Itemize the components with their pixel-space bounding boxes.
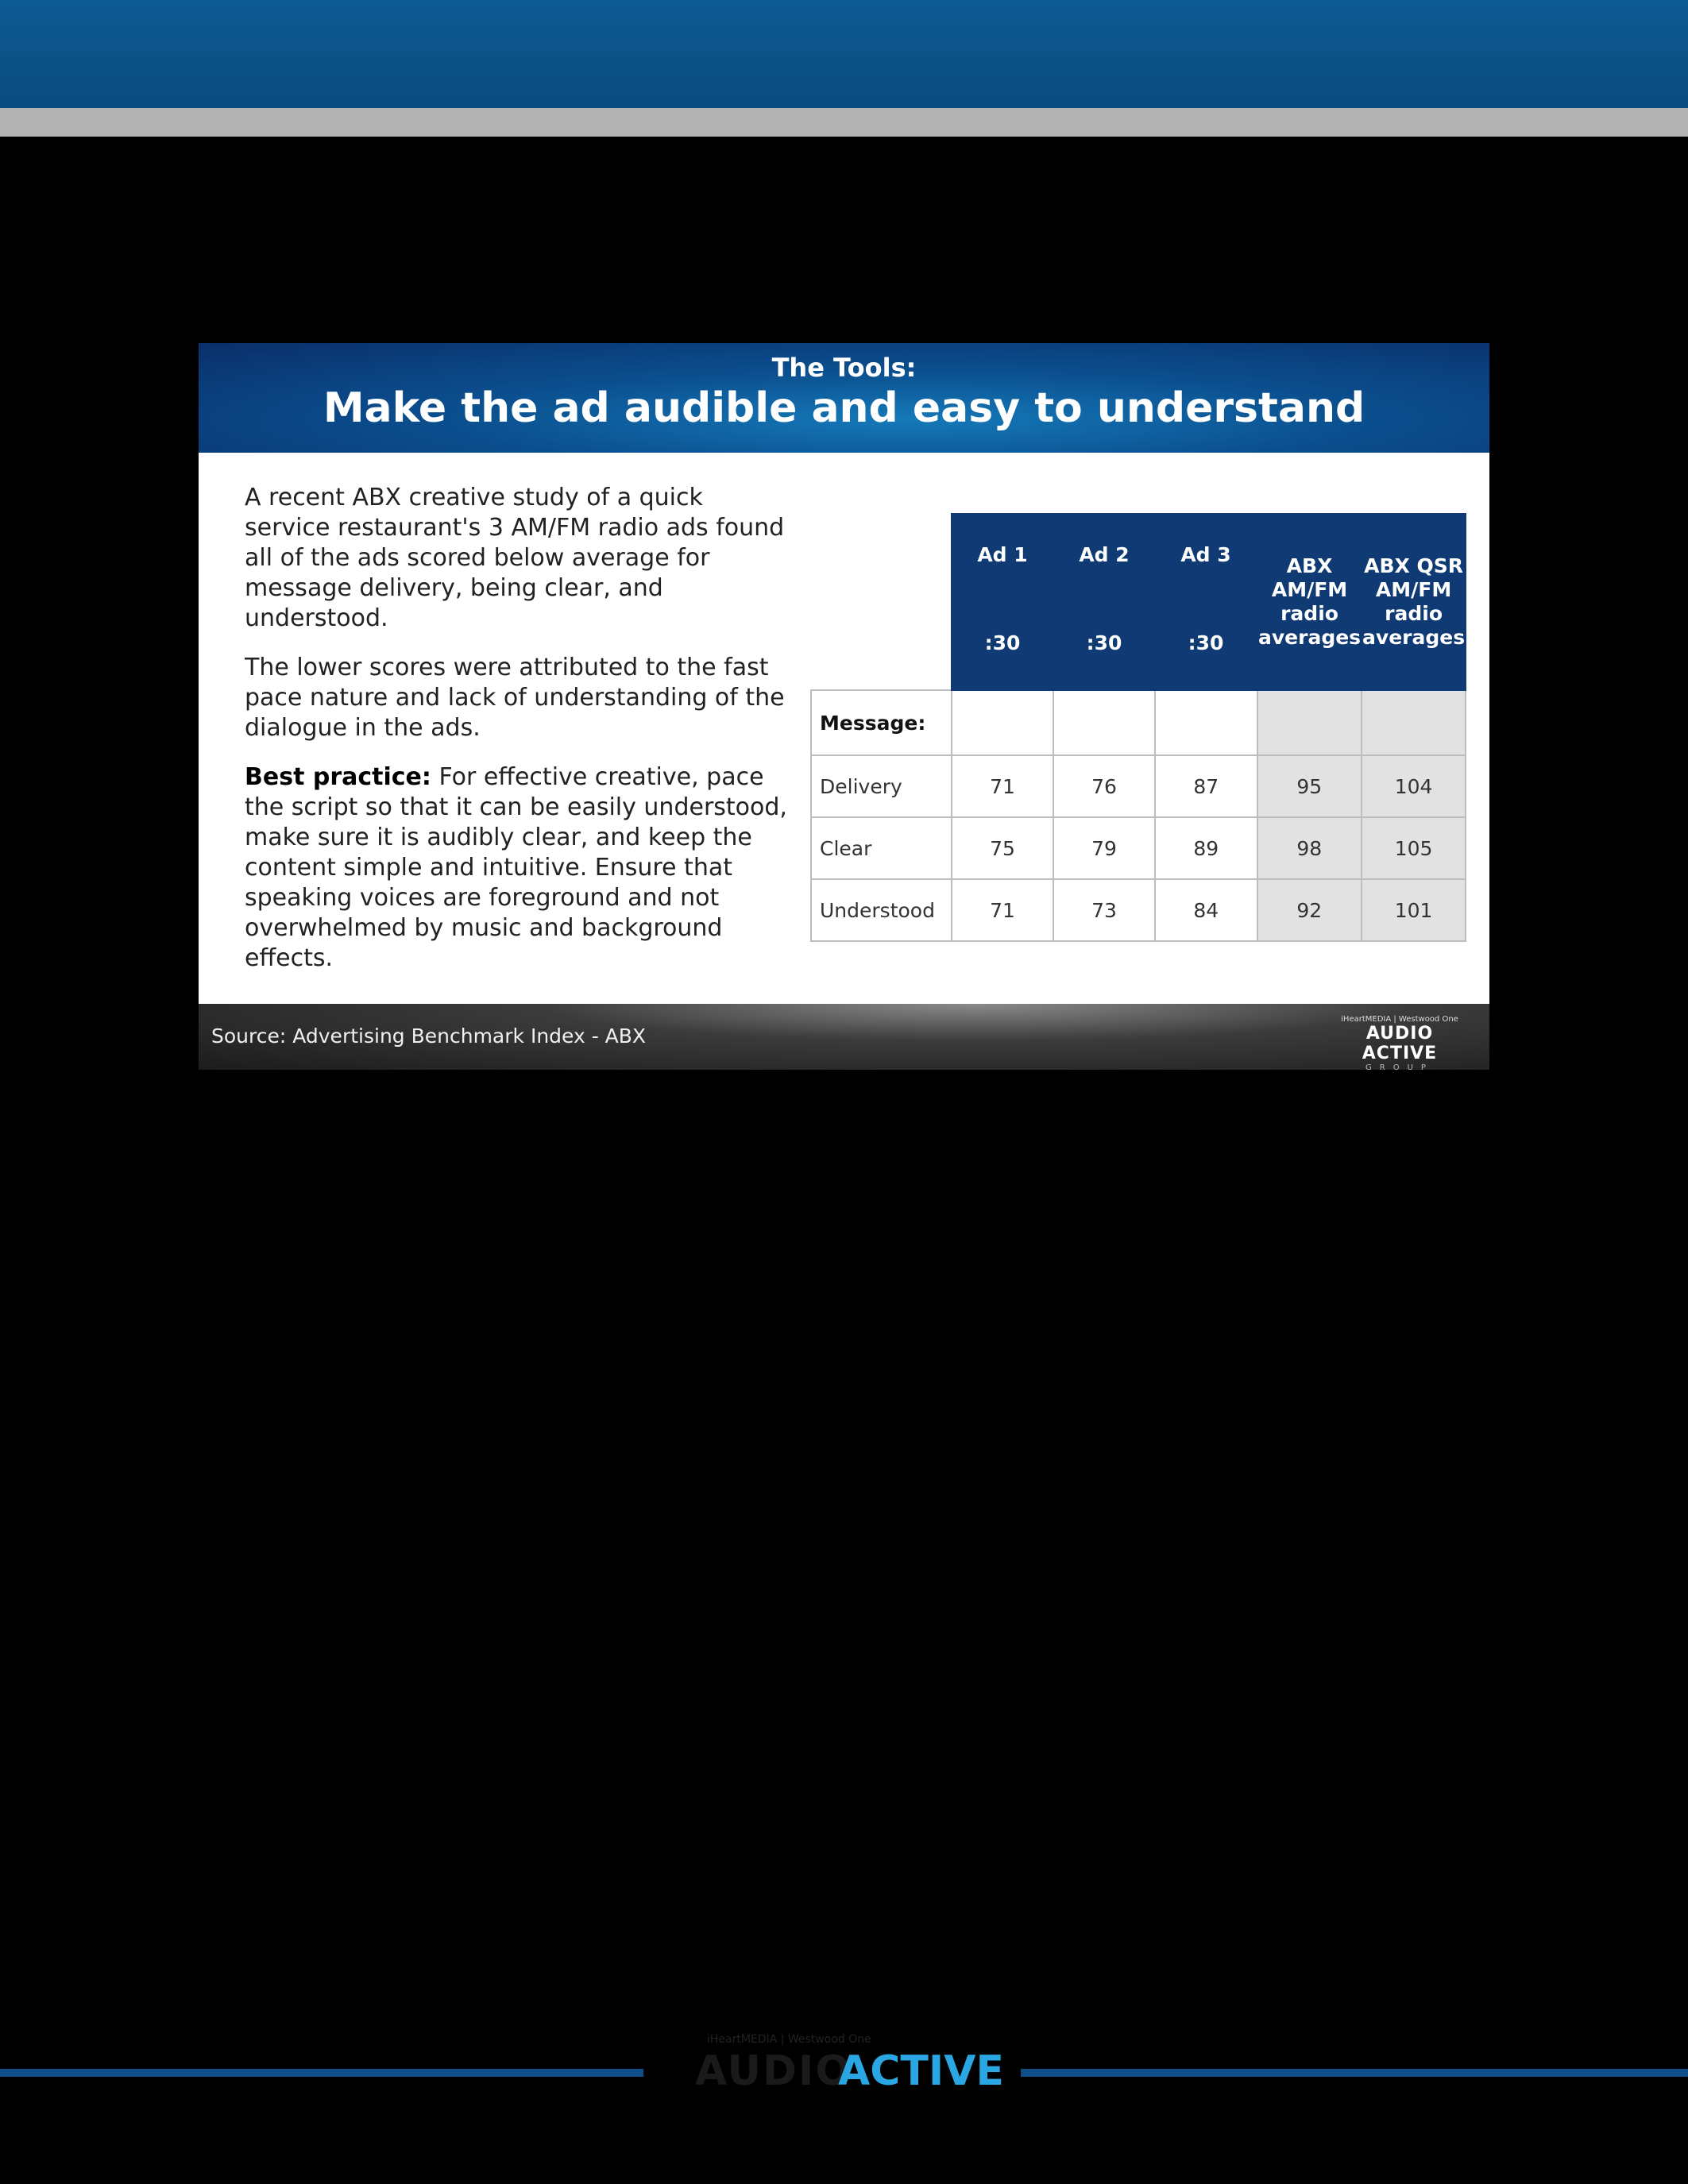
- table-row: [811, 817, 1466, 879]
- table-cell: [1362, 690, 1466, 755]
- table-cell: [952, 690, 1053, 755]
- row-label: Understood: [811, 879, 952, 941]
- row-label: Clear: [811, 817, 952, 879]
- header-band: [0, 0, 1688, 108]
- slide-subtitle: The Tools:: [771, 353, 917, 383]
- footer-logo-audio: AUDIO: [695, 2047, 852, 2095]
- table-cell: [1053, 690, 1155, 755]
- slide-body-text: [245, 483, 793, 993]
- table-cell: 104: [1362, 755, 1466, 817]
- footer-line-right: [1021, 2069, 1688, 2077]
- table-row: [811, 879, 1466, 941]
- col-header-abx-radio: ABX AM/FM radio averages: [1257, 514, 1362, 690]
- slide: [199, 343, 1489, 1070]
- table-cell: 75: [952, 817, 1053, 879]
- footer-logo-active: ACTIVE: [838, 2047, 1004, 2095]
- best-practice-label: Best practice:: [245, 763, 431, 791]
- footer-line-left: [0, 2069, 643, 2077]
- table-cell: 87: [1155, 755, 1257, 817]
- slide-title: Make the ad audible and easy to understand: [323, 384, 1365, 432]
- table-cell: 79: [1053, 817, 1155, 879]
- table-row: [811, 755, 1466, 817]
- paragraph-best-practice: [245, 762, 793, 974]
- slide-footer: [199, 1004, 1489, 1070]
- col-header-ad1: Ad 1: [952, 514, 1053, 595]
- section-label: Message:: [811, 690, 952, 755]
- table-cell: 98: [1257, 817, 1362, 879]
- table-cell: 76: [1053, 755, 1155, 817]
- slide-header: [199, 343, 1489, 453]
- table-cell: 101: [1362, 879, 1466, 941]
- table-cell: [1257, 690, 1362, 755]
- paragraph-scores: The lower scores were attributed to the fast pace nature and lack of understanding of the dialogue in the ads.: [245, 654, 785, 742]
- table-corner: [811, 514, 952, 595]
- table-cell: [1155, 690, 1257, 755]
- col-header-ad3: Ad 3: [1155, 514, 1257, 595]
- table-cell: 89: [1155, 817, 1257, 879]
- audio-active-logo: [1332, 1015, 1467, 1070]
- logo-partners: iHeartMEDIA | Westwood One: [1341, 1015, 1458, 1024]
- length-ad2: :30: [1053, 595, 1155, 690]
- score-table: [810, 513, 1466, 942]
- table-cell: 73: [1053, 879, 1155, 941]
- logo-group: GROUP: [1365, 1063, 1434, 1070]
- best-practice-text: For effective creative, pace the script so that it can be easily understood, make sure it is audibly clear, and keep the content simple and intuitive. Ensure that speaking voices are foreground and not overwhelmed by music and background effects.: [245, 763, 787, 972]
- length-ad1: :30: [952, 595, 1053, 690]
- col-header-abx-qsr: ABX QSR AM/FM radio averages: [1362, 514, 1466, 690]
- table-cell: 84: [1155, 879, 1257, 941]
- row-label: Delivery: [811, 755, 952, 817]
- source-note: Source: Advertising Benchmark Index - ABX: [211, 1024, 647, 1048]
- footer-logo-partners: iHeartMEDIA | Westwood One: [707, 2033, 871, 2046]
- col-header-ad2: Ad 2: [1053, 514, 1155, 595]
- table-cell: 71: [952, 879, 1053, 941]
- length-ad3: :30: [1155, 595, 1257, 690]
- header-gray-stripe: [0, 108, 1688, 137]
- table-cell: 105: [1362, 817, 1466, 879]
- table-corner-2: [811, 595, 952, 690]
- logo-wordmark: AUDIO ACTIVE: [1362, 1024, 1438, 1063]
- table-cell: 71: [952, 755, 1053, 817]
- table-cell: 92: [1257, 879, 1362, 941]
- table-cell: 95: [1257, 755, 1362, 817]
- paragraph-study: A recent ABX creative study of a quick service restaurant's 3 AM/FM radio ads found all of the ads scored below average for message delivery, being clear, and understood.: [245, 484, 785, 632]
